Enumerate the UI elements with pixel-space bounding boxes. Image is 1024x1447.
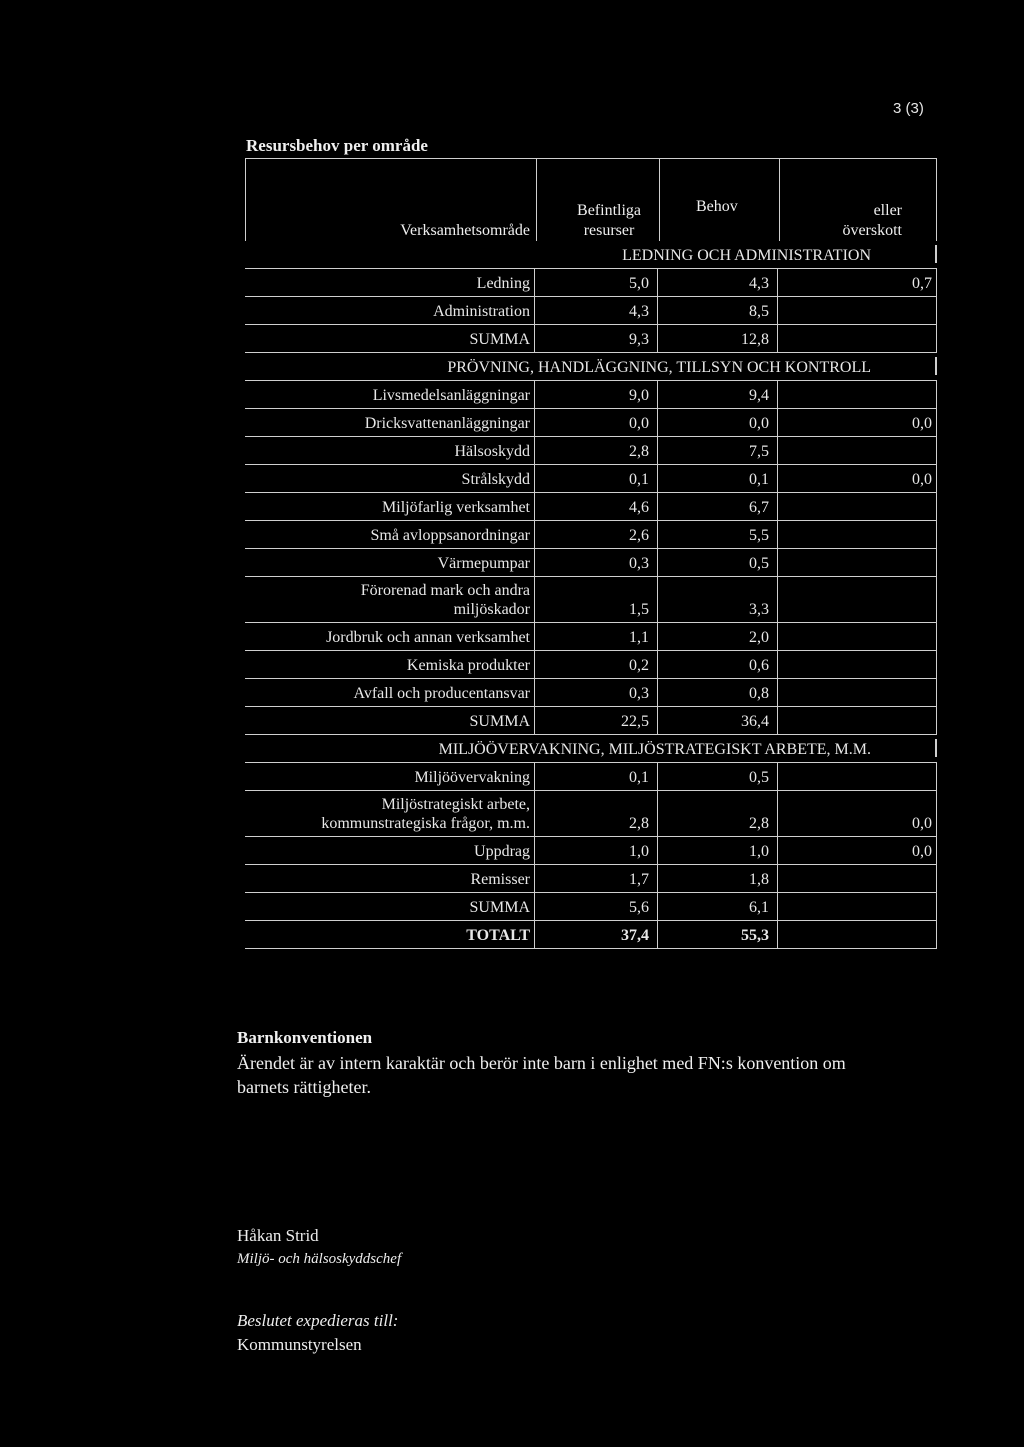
row-need-cell (658, 297, 778, 324)
row-current: 5,0 (629, 275, 649, 292)
row-label-cell (245, 623, 535, 650)
row-surplus-cell (778, 893, 937, 920)
row-current-cell (535, 297, 658, 324)
header-surplus-line2: överskott (842, 222, 902, 239)
row-need: 0,8 (749, 685, 769, 702)
row-label: Miljöövervakning (414, 769, 530, 786)
row-surplus-cell (778, 921, 937, 948)
table-row (245, 549, 937, 577)
row-label-cell (245, 577, 535, 622)
row-label: Miljöfarlig verksamhet (382, 499, 530, 516)
row-label-cell (245, 837, 535, 864)
row-current: 0,3 (629, 555, 649, 572)
row-need: 36,4 (741, 713, 769, 730)
row-label: TOTALT (466, 927, 530, 944)
table-row (245, 707, 937, 735)
row-label: SUMMA (469, 899, 530, 916)
table-row (245, 381, 937, 409)
row-need: 0,1 (749, 471, 769, 488)
section-title: Resursbehov per område (246, 136, 428, 155)
row-surplus-cell (778, 837, 937, 864)
row-need: 7,5 (749, 443, 769, 460)
row-need: 0,5 (749, 769, 769, 786)
row-current: 4,6 (629, 499, 649, 516)
row-surplus-cell (778, 865, 937, 892)
group-edge-mark (935, 739, 937, 757)
row-need-cell (658, 707, 778, 734)
resource-table (245, 158, 937, 949)
row-label-cell (245, 679, 535, 706)
row-label-cell (245, 437, 535, 464)
row-current: 1,1 (629, 629, 649, 646)
row-current: 1,0 (629, 843, 649, 860)
row-label-cell (245, 297, 535, 324)
row-current-cell (535, 381, 658, 408)
row-label: Hälsoskydd (454, 443, 530, 460)
row-need-cell (658, 381, 778, 408)
row-surplus-cell (778, 549, 937, 576)
header-current-line1: Befintliga (577, 202, 641, 219)
row-current-cell (535, 577, 658, 622)
group-edge-mark (935, 357, 937, 375)
header-area-label: Verksamhetsområde (400, 222, 530, 239)
row-need: 4,3 (749, 275, 769, 292)
row-need: 2,8 (749, 815, 769, 832)
row-surplus-cell (778, 297, 937, 324)
row-need: 0,6 (749, 657, 769, 674)
row-label: Remisser (470, 871, 530, 888)
row-label: Miljöstrategiskt arbete, kommunstrategiska frågor, m.m. (321, 796, 530, 832)
row-current-cell (535, 325, 658, 352)
row-label-cell (245, 707, 535, 734)
row-surplus-cell (778, 763, 937, 790)
header-area (246, 159, 536, 241)
row-surplus-cell (778, 493, 937, 520)
row-label-cell (245, 409, 535, 436)
page-number: 3 (3) (893, 100, 924, 117)
row-label: Ledning (476, 275, 530, 292)
table-row (245, 409, 937, 437)
row-need: 6,7 (749, 499, 769, 516)
row-surplus: 0,7 (912, 275, 932, 292)
group-header-row (245, 241, 937, 269)
row-label: Strålskydd (461, 471, 530, 488)
group-header-row (245, 353, 937, 381)
row-need: 8,5 (749, 303, 769, 320)
row-need-cell (658, 865, 778, 892)
table-row (245, 297, 937, 325)
row-current: 22,5 (621, 713, 649, 730)
row-need-cell (658, 465, 778, 492)
row-current-cell (535, 921, 658, 948)
row-label-cell (245, 865, 535, 892)
row-current-cell (535, 763, 658, 790)
row-label: Jordbruk och annan verksamhet (326, 629, 530, 646)
row-need: 2,0 (749, 629, 769, 646)
row-current-cell (535, 707, 658, 734)
row-label: Värmepumpar (437, 555, 530, 572)
row-label: Livsmedelsanläggningar (372, 387, 530, 404)
row-surplus-cell (778, 623, 937, 650)
row-need-cell (658, 437, 778, 464)
row-label: Avfall och producentansvar (353, 685, 530, 702)
group-title: MILJÖÖVERVAKNING, MILJÖSTRATEGISKT ARBETE, M.M. (438, 741, 871, 758)
row-current-cell (535, 623, 658, 650)
signature-role: Miljö- och hälsoskyddschef (237, 1251, 402, 1267)
header-current-line2: resurser (583, 222, 635, 239)
table-row (245, 269, 937, 297)
row-label-cell (245, 465, 535, 492)
row-surplus: 0,0 (912, 843, 932, 860)
barnkonventionen-title: Barnkonventionen (237, 1028, 373, 1047)
table-row (245, 651, 937, 679)
row-need: 1,8 (749, 871, 769, 888)
row-need: 3,3 (749, 601, 769, 618)
table-row (245, 465, 937, 493)
header-need-label: Behov (696, 198, 738, 215)
row-surplus-cell (778, 707, 937, 734)
row-need: 5,5 (749, 527, 769, 544)
row-surplus-cell (778, 465, 937, 492)
row-surplus-cell (778, 437, 937, 464)
row-label: Administration (433, 303, 530, 320)
table-row (245, 521, 937, 549)
row-need-cell (658, 651, 778, 678)
row-current-cell (535, 651, 658, 678)
distribution-label: Beslutet expedieras till: (237, 1311, 399, 1330)
group-edge-mark (935, 245, 937, 263)
table-header (245, 158, 937, 241)
row-need-cell (658, 269, 778, 296)
row-label: SUMMA (469, 713, 530, 730)
row-current: 0,2 (629, 657, 649, 674)
row-surplus-cell (778, 577, 937, 622)
row-current-cell (535, 791, 658, 836)
row-current-cell (535, 679, 658, 706)
row-current: 2,6 (629, 527, 649, 544)
row-current: 0,0 (629, 415, 649, 432)
row-current: 9,3 (629, 331, 649, 348)
row-current-cell (535, 549, 658, 576)
row-current: 0,3 (629, 685, 649, 702)
row-current-cell (535, 493, 658, 520)
row-current: 1,5 (629, 601, 649, 618)
header-current (536, 159, 659, 241)
row-current: 0,1 (629, 769, 649, 786)
row-label-cell (245, 921, 535, 948)
row-need-cell (658, 549, 778, 576)
row-need-cell (658, 409, 778, 436)
row-current: 37,4 (621, 927, 649, 944)
row-label-cell (245, 325, 535, 352)
row-need: 12,8 (741, 331, 769, 348)
row-current: 0,1 (629, 471, 649, 488)
row-surplus-cell (778, 409, 937, 436)
header-need (659, 159, 779, 241)
row-label-cell (245, 521, 535, 548)
row-label-cell (245, 651, 535, 678)
row-need-cell (658, 493, 778, 520)
row-need-cell (658, 921, 778, 948)
row-surplus-cell (778, 521, 937, 548)
table-row (245, 325, 937, 353)
table-row (245, 577, 937, 623)
row-label-cell (245, 763, 535, 790)
row-current: 1,7 (629, 871, 649, 888)
group-header-row (245, 735, 937, 763)
row-current-cell (535, 409, 658, 436)
row-current: 9,0 (629, 387, 649, 404)
row-label-cell (245, 549, 535, 576)
row-surplus-cell (778, 325, 937, 352)
table-row (245, 763, 937, 791)
row-current: 5,6 (629, 899, 649, 916)
row-need-cell (658, 763, 778, 790)
row-current-cell (535, 437, 658, 464)
distribution-recipient: Kommunstyrelsen (237, 1335, 362, 1354)
table-row (245, 893, 937, 921)
row-label: SUMMA (469, 331, 530, 348)
row-surplus-cell (778, 791, 937, 836)
table-row (245, 437, 937, 465)
row-current-cell (535, 465, 658, 492)
row-label: Uppdrag (474, 843, 530, 860)
row-label-cell (245, 893, 535, 920)
row-surplus: 0,0 (912, 815, 932, 832)
table-row (245, 679, 937, 707)
row-label-cell (245, 381, 535, 408)
row-need-cell (658, 521, 778, 548)
row-surplus-cell (778, 651, 937, 678)
row-current: 2,8 (629, 443, 649, 460)
row-label: Små avloppsanordningar (370, 527, 530, 544)
header-surplus-line1: eller (873, 202, 902, 219)
row-need-cell (658, 679, 778, 706)
barnkonventionen-text: Ärendet är av intern karaktär och berör inte barn i enlighet med FN:s konvention om barnets rättigheter. (237, 1053, 846, 1097)
row-current-cell (535, 837, 658, 864)
row-need-cell (658, 791, 778, 836)
row-current-cell (535, 269, 658, 296)
row-need: 0,5 (749, 555, 769, 572)
row-surplus-cell (778, 679, 937, 706)
row-label: Förorenad mark och andra miljöskador (360, 582, 530, 618)
row-label-cell (245, 269, 535, 296)
table-body (245, 241, 937, 949)
table-row (245, 865, 937, 893)
row-label: Dricksvattenanläggningar (364, 415, 530, 432)
table-row (245, 623, 937, 651)
row-need-cell (658, 623, 778, 650)
row-surplus: 0,0 (912, 415, 932, 432)
table-row (245, 493, 937, 521)
group-title: PRÖVNING, HANDLÄGGNING, TILLSYN OCH KONTROLL (447, 359, 871, 376)
row-current: 4,3 (629, 303, 649, 320)
group-title: LEDNING OCH ADMINISTRATION (622, 247, 871, 264)
row-need: 0,0 (749, 415, 769, 432)
row-need-cell (658, 325, 778, 352)
row-surplus-cell (778, 381, 937, 408)
row-label-cell (245, 791, 535, 836)
row-current-cell (535, 521, 658, 548)
row-need-cell (658, 837, 778, 864)
header-surplus (779, 159, 938, 241)
row-need-cell (658, 577, 778, 622)
row-need: 55,3 (741, 927, 769, 944)
row-need: 6,1 (749, 899, 769, 916)
signature-name: Håkan Strid (237, 1226, 319, 1245)
row-need-cell (658, 893, 778, 920)
table-row (245, 791, 937, 837)
table-row (245, 837, 937, 865)
row-surplus-cell (778, 269, 937, 296)
row-current: 2,8 (629, 815, 649, 832)
total-row (245, 921, 937, 949)
row-surplus: 0,0 (912, 471, 932, 488)
row-current-cell (535, 893, 658, 920)
row-need: 9,4 (749, 387, 769, 404)
row-current-cell (535, 865, 658, 892)
row-need: 1,0 (749, 843, 769, 860)
row-label-cell (245, 493, 535, 520)
row-label: Kemiska produkter (406, 657, 530, 674)
